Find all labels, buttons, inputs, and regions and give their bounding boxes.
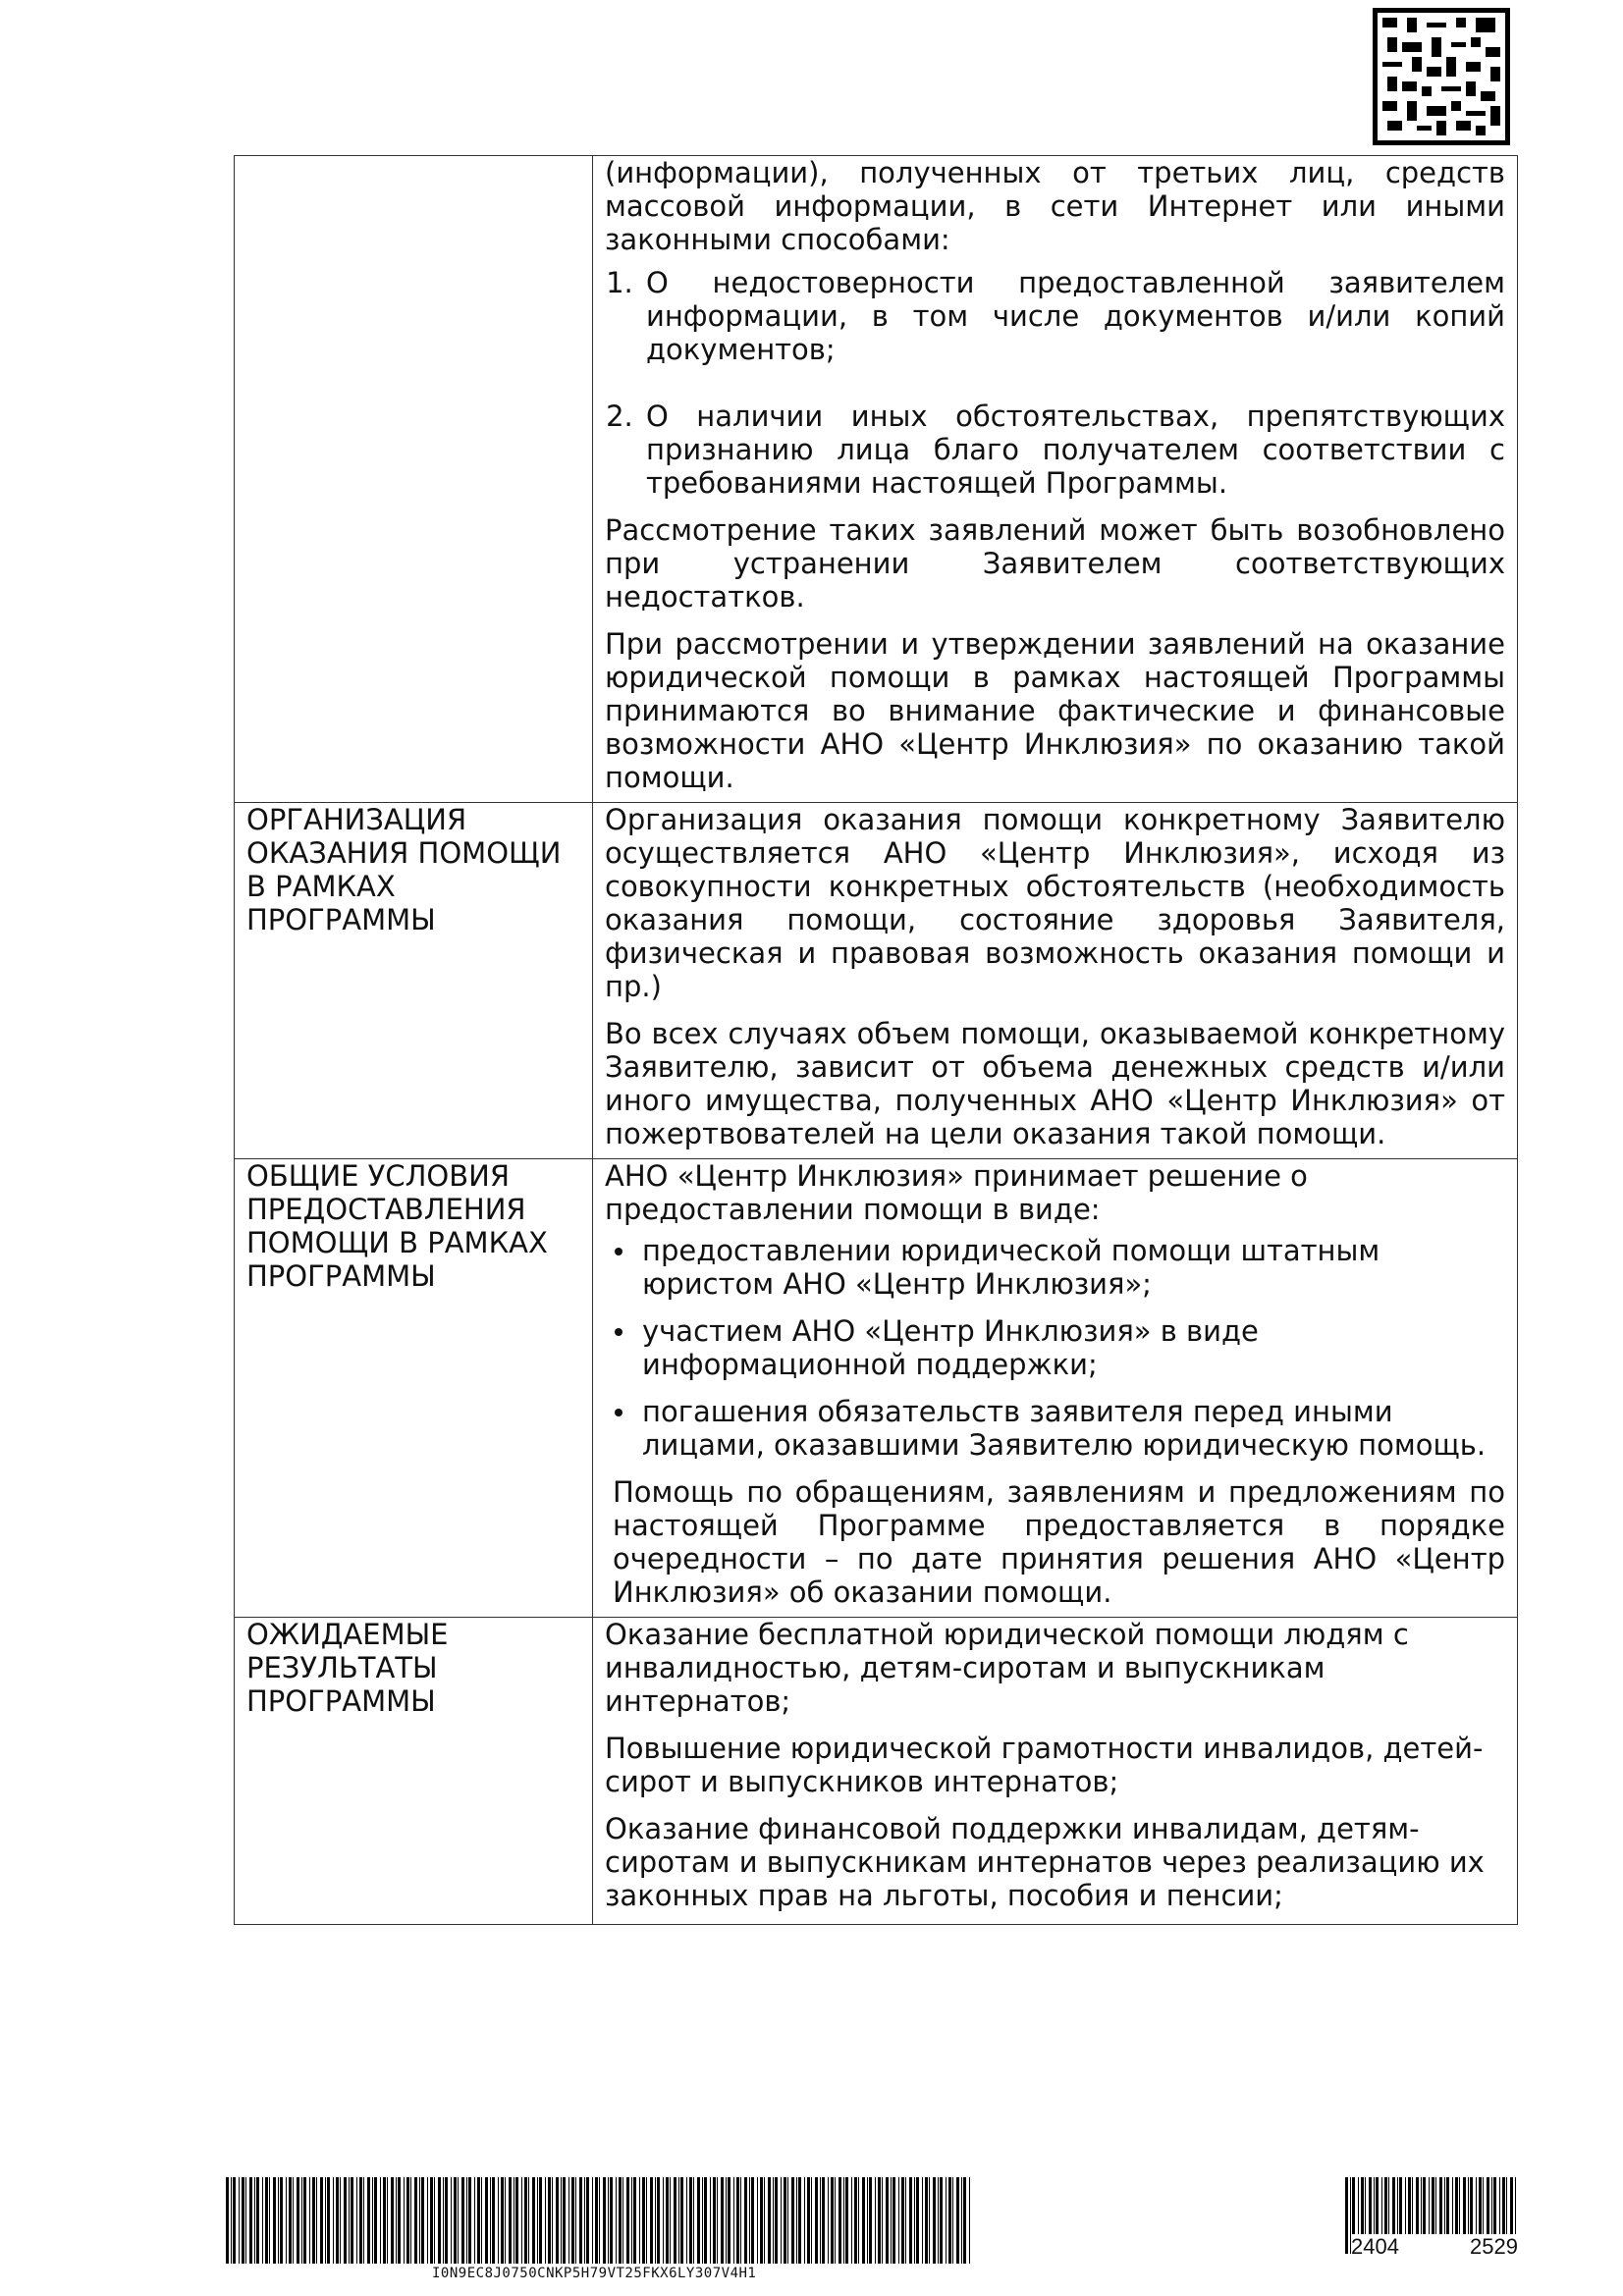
barcode-left-text: I0N9EC8J0750CNKP5H79VT25FKX6LY307V4H1 xyxy=(432,2266,757,2281)
row-label: ОБЩИЕ УСЛОВИЯ ПРЕДОСТАВЛЕНИЯ ПОМОЩИ В РАМКАХ ПРОГРАММЫ xyxy=(235,1159,593,1618)
table-row xyxy=(235,1618,1518,1925)
paragraph: Во всех случаях объем помощи, оказываемой конкретному Заявителю, зависит от объема денежных средств и/или иного имущества, полученных АНО «Центр Инклюзия» от пожертвователей на цели оказания такой помощи. xyxy=(605,1017,1505,1150)
row-content xyxy=(593,1159,1518,1618)
table-row xyxy=(235,1159,1518,1618)
paragraph: Оказание бесплатной юридической помощи людям с инвалидностью, детям-сиротам и выпускникам интернатов; xyxy=(605,1618,1409,1718)
row-label: ОРГАНИЗАЦИЯ ОКАЗАНИЯ ПОМОЩИ В РАМКАХ ПРОГРАММЫ xyxy=(235,803,593,1159)
row-content xyxy=(593,803,1518,1159)
paragraph: Повышение юридической грамотности инвалидов, детей-сирот и выпускников интернатов; xyxy=(605,1732,1484,1798)
paragraph: Помощь по обращениям, заявлениям и предложениям по настоящей Программе предоставляется в порядке очередности – по дате принятия решения АНО «Центр Инклюзия» об оказании помощи. xyxy=(613,1475,1505,1609)
row-content xyxy=(593,156,1518,803)
barcode-right-text xyxy=(1351,2234,1518,2260)
paragraph: Рассмотрение таких заявлений может быть возобновлено при устранении Заявителем соответствующих недостатков. xyxy=(605,513,1505,614)
row-label: ОЖИДАЕМЫЕ РЕЗУЛЬТАТЫ ПРОГРАММЫ xyxy=(235,1618,593,1925)
barcode-right-number-left: 2404 xyxy=(1351,2234,1399,2259)
paragraph: При рассмотрении и утверждении заявлений на оказание юридической помощи в рамках настоящей Программы принимаются во внимание фактические и финансовые возможности АНО «Центр Инклюзия» по оказанию такой помощи. xyxy=(605,627,1505,794)
paragraph: Оказание финансовой поддержки инвалидам, детям-сиротам и выпускникам интернатов через реализацию их законных прав на льготы, пособия и пенсии; xyxy=(605,1812,1485,1912)
list-item: участием АНО «Центр Инклюзия» в виде информационной поддержки; xyxy=(642,1314,1505,1381)
table-row xyxy=(235,803,1518,1159)
barcode-right-number-right: 2529 xyxy=(1470,2234,1518,2259)
barcode-left xyxy=(226,2177,972,2264)
list-item: 1. О недостоверности предоставленной заявителем информации, в том числе документов и/или копий документов; xyxy=(642,266,1505,366)
paragraph: Организация оказания помощи конкретному Заявителю осуществляется АНО «Центр Инклюзия», исходя из совокупности конкретных обстоятельств (необходимость оказания помощи, состояние здоровья Заявителя, физическая и правовая возможность оказания помощи и пр.) xyxy=(605,803,1505,1003)
list-item: погашения обязательств заявителя перед иными лицами, оказавшими Заявителю юридическую помощь. xyxy=(642,1395,1505,1462)
paragraph: АНО «Центр Инклюзия» принимает решение о предоставлении помощи в виде: xyxy=(605,1159,1308,1226)
list-item: 2. О наличии иных обстоятельствах, препятствующих признанию лица благо получателем соответствии с требованиями настоящей Программы. xyxy=(642,400,1505,500)
row-content xyxy=(593,1618,1518,1925)
table-row xyxy=(235,156,1518,803)
list-item: предоставлении юридической помощи штатным юристом АНО «Центр Инклюзия»; xyxy=(642,1234,1505,1301)
row-label xyxy=(235,156,593,803)
program-table xyxy=(234,155,1518,1925)
paragraph: (информации), полученных от третьих лиц, средств массовой информации, в сети Интернет или иными законными способами: xyxy=(605,156,1505,256)
qr-code xyxy=(1373,8,1510,145)
bullet-list xyxy=(605,1234,1505,1462)
numbered-list xyxy=(605,266,1505,500)
